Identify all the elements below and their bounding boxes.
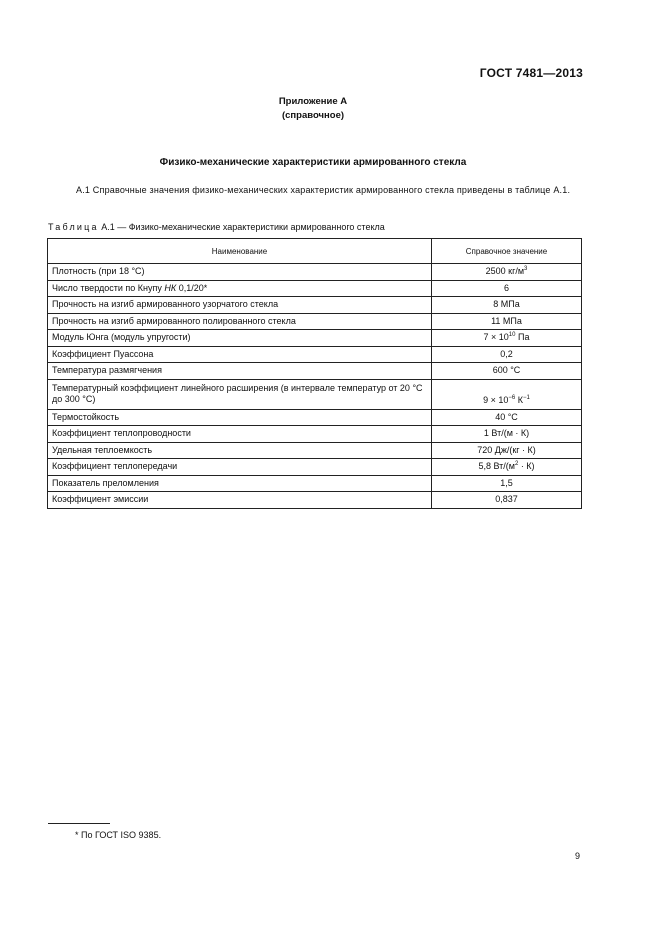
table-row: [48, 475, 582, 492]
property-name-cell: Температура размягчения: [48, 363, 432, 380]
appendix-subtitle: (справочное): [281, 110, 345, 121]
property-value-cell: [432, 379, 582, 409]
footnote-divider: [48, 823, 110, 824]
table-row: [48, 379, 582, 409]
property-value-cell: [432, 363, 582, 380]
property-name-cell: Показатель преломления: [48, 475, 432, 492]
table-caption-label: Таблица: [48, 222, 99, 232]
value-superscript: 2: [514, 461, 519, 468]
value-text: 40 °С: [495, 411, 518, 422]
table-row: [48, 330, 582, 347]
property-name-cell: Коэффициент теплопередачи: [48, 459, 432, 476]
property-name-cell: Удельная теплоемкость: [48, 442, 432, 459]
property-value-cell: [432, 492, 582, 509]
value-text: 11 МПа: [491, 315, 522, 326]
value-text: 5,8 Вт/(м: [478, 461, 515, 472]
property-name-cell: Коэффициент эмиссии: [48, 492, 432, 509]
property-value-cell: [432, 346, 582, 363]
value-unit: · К): [518, 461, 535, 472]
section-title: Физико-механические характеристики армированного стекла: [159, 157, 467, 168]
property-name-cell: Термостойкость: [48, 409, 432, 426]
property-value-cell: [432, 459, 582, 476]
value-superscript: 10: [508, 332, 516, 339]
property-name-cell: Прочность на изгиб армированного узорчатого стекла: [48, 297, 432, 314]
column-header-value: Справочное значение: [432, 239, 582, 264]
column-header-name: Наименование: [48, 239, 432, 264]
value-text: 1 Вт/(м · К): [483, 428, 530, 439]
property-name-text: Число твердости по Кнупу: [52, 282, 165, 293]
table-row: [48, 264, 582, 281]
property-name-cell: Плотность (при 18 °С): [48, 264, 432, 281]
property-value-cell: [432, 442, 582, 459]
value-superscript: 3: [524, 266, 528, 273]
property-name-cell: Модуль Юнга (модуль упругости): [48, 330, 432, 347]
value-superscript: −1: [523, 394, 530, 401]
footnote: * По ГОСТ ISO 9385.: [75, 830, 162, 840]
value-text: 8 МПа: [493, 299, 520, 310]
property-name-cell: Коэффициент теплопроводности: [48, 426, 432, 443]
property-name-cell: Температурный коэффициент линейного расширения (в интервале температур от 20 °С до 300 °С): [48, 379, 432, 409]
property-value-cell: [432, 330, 582, 347]
value-unit: К: [515, 394, 524, 405]
table-row: [48, 297, 582, 314]
value-text: 0,837: [495, 494, 518, 505]
property-value-cell: [432, 475, 582, 492]
table-caption: [48, 222, 385, 232]
property-name-cell: Коэффициент Пуассона: [48, 346, 432, 363]
value-text: 600 °С: [492, 365, 521, 376]
value-text: 6: [503, 282, 509, 293]
property-value-cell: [432, 280, 582, 297]
property-value-cell: [432, 297, 582, 314]
table-row: [48, 363, 582, 380]
table-row: [48, 426, 582, 443]
value-unit: Па: [515, 332, 530, 343]
intro-paragraph: А.1 Справочные значения физико-механических характеристик армированного стекла приведены в таблице А.1.: [76, 185, 571, 195]
table-body: [48, 264, 582, 509]
table-row: [48, 280, 582, 297]
property-name-cell: [48, 280, 432, 297]
table-row: [48, 442, 582, 459]
table-row: [48, 346, 582, 363]
property-value-cell: [432, 426, 582, 443]
value-text: 0,2: [500, 348, 513, 359]
table-row: [48, 409, 582, 426]
properties-table: [47, 238, 582, 509]
value-text: 2500 кг/м: [485, 266, 525, 277]
appendix-heading: [0, 95, 626, 123]
property-name-text: 0,1/20*: [176, 282, 208, 293]
value-text: 720 Дж/(кг · К): [477, 444, 536, 455]
value-superscript: −6: [508, 394, 516, 401]
table-row: [48, 492, 582, 509]
property-value-cell: [432, 313, 582, 330]
value-text: 7 × 10: [483, 332, 509, 343]
table-row: [48, 459, 582, 476]
table-row: [48, 313, 582, 330]
table-header-row: [48, 239, 582, 264]
property-name-cell: Прочность на изгиб армированного полированного стекла: [48, 313, 432, 330]
property-value-cell: [432, 409, 582, 426]
page-number: 9: [575, 851, 581, 861]
property-value-cell: [432, 264, 582, 281]
value-text: 1,5: [500, 477, 513, 488]
document-id: ГОСТ 7481—2013: [479, 66, 583, 80]
table-caption-text: А.1 — Физико-механические характеристики армированного стекла: [98, 222, 385, 232]
value-text: 9 × 10: [483, 394, 509, 405]
appendix-title: Приложение А: [278, 96, 348, 107]
property-name-italic: НК: [164, 282, 177, 293]
